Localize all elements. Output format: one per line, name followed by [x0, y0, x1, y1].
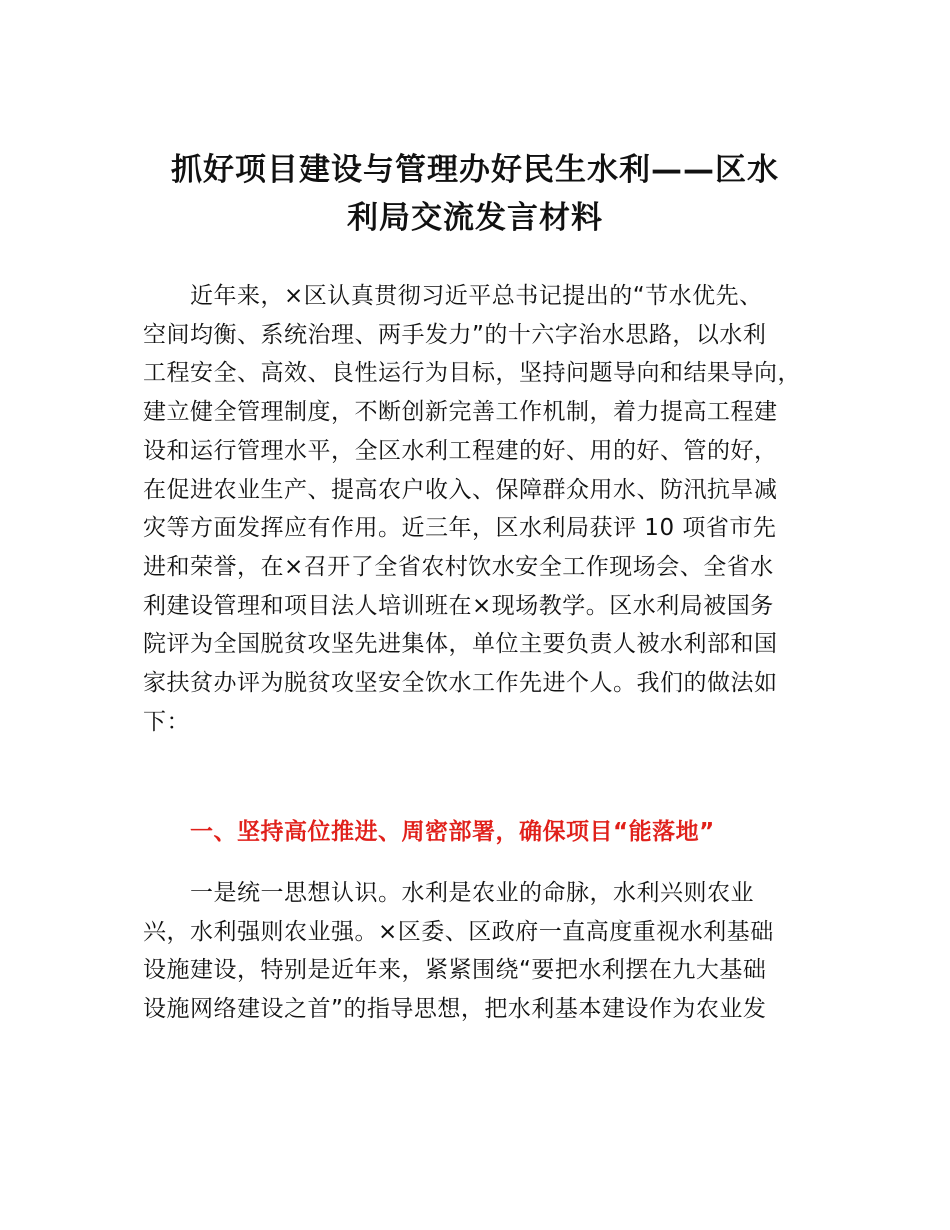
paragraph-line: 设施网络建设之首”的指导思想，把水利基本建设作为农业发 — [143, 996, 767, 1023]
paragraph-line: 院评为全国脱贫攻坚先进集体，单位主要负责人被水利部和国 — [143, 631, 778, 658]
paragraph-line: 一是统一思想认识。水利是农业的命脉，水利兴则农业 — [190, 880, 754, 906]
paragraph-line: 下： — [143, 708, 190, 735]
section-heading: 一、坚持高位推进、周密部署，确保项目“能落地” — [190, 819, 715, 845]
paragraph-line: 建立健全管理制度，不断创新完善工作机制，着力提高工程建 — [143, 399, 778, 426]
paragraph-line: 工程安全、高效、良性运行为目标，坚持问题导向和结果导向， — [143, 360, 801, 387]
document-title — [140, 146, 810, 242]
intro-paragraph — [143, 277, 811, 741]
paragraph-line: 近年来，×区认真贯彻习近平总书记提出的“节水优先、 — [190, 283, 763, 309]
paragraph-line: 设和运行管理水平，全区水利工程建的好、用的好、管的好， — [143, 437, 778, 464]
paragraph-line: 设施建设，特别是近年来，紧紧围绕“要把水利摆在九大基础 — [143, 957, 767, 984]
paragraph-line: 空间均衡、系统治理、两手发力”的十六字治水思路，以水利 — [143, 321, 767, 348]
paragraph-line: 兴，水利强则农业强。×区委、区政府一直高度重视水利基础 — [143, 918, 774, 945]
title-line-1: 抓好项目建设与管理办好民生水利——区水 — [171, 152, 779, 188]
section-paragraph — [143, 874, 811, 1029]
paragraph-line: 家扶贫办评为脱贫攻坚安全饮水工作先进个人。我们的做法如 — [143, 670, 778, 697]
paragraph-line: 在促进农业生产、提高农户收入、保障群众用水、防汛抗旱减 — [143, 476, 778, 503]
paragraph-line: 灾等方面发挥应有作用。近三年，区水利局获评 10 项省市先 — [143, 515, 777, 542]
paragraph-line: 利建设管理和项目法人培训班在×现场教学。区水利局被国务 — [143, 592, 774, 619]
title-line-2: 利局交流发言材料 — [347, 200, 603, 236]
paragraph-line: 进和荣誉，在×召开了全省农村饮水安全工作现场会、全省水 — [143, 553, 774, 580]
